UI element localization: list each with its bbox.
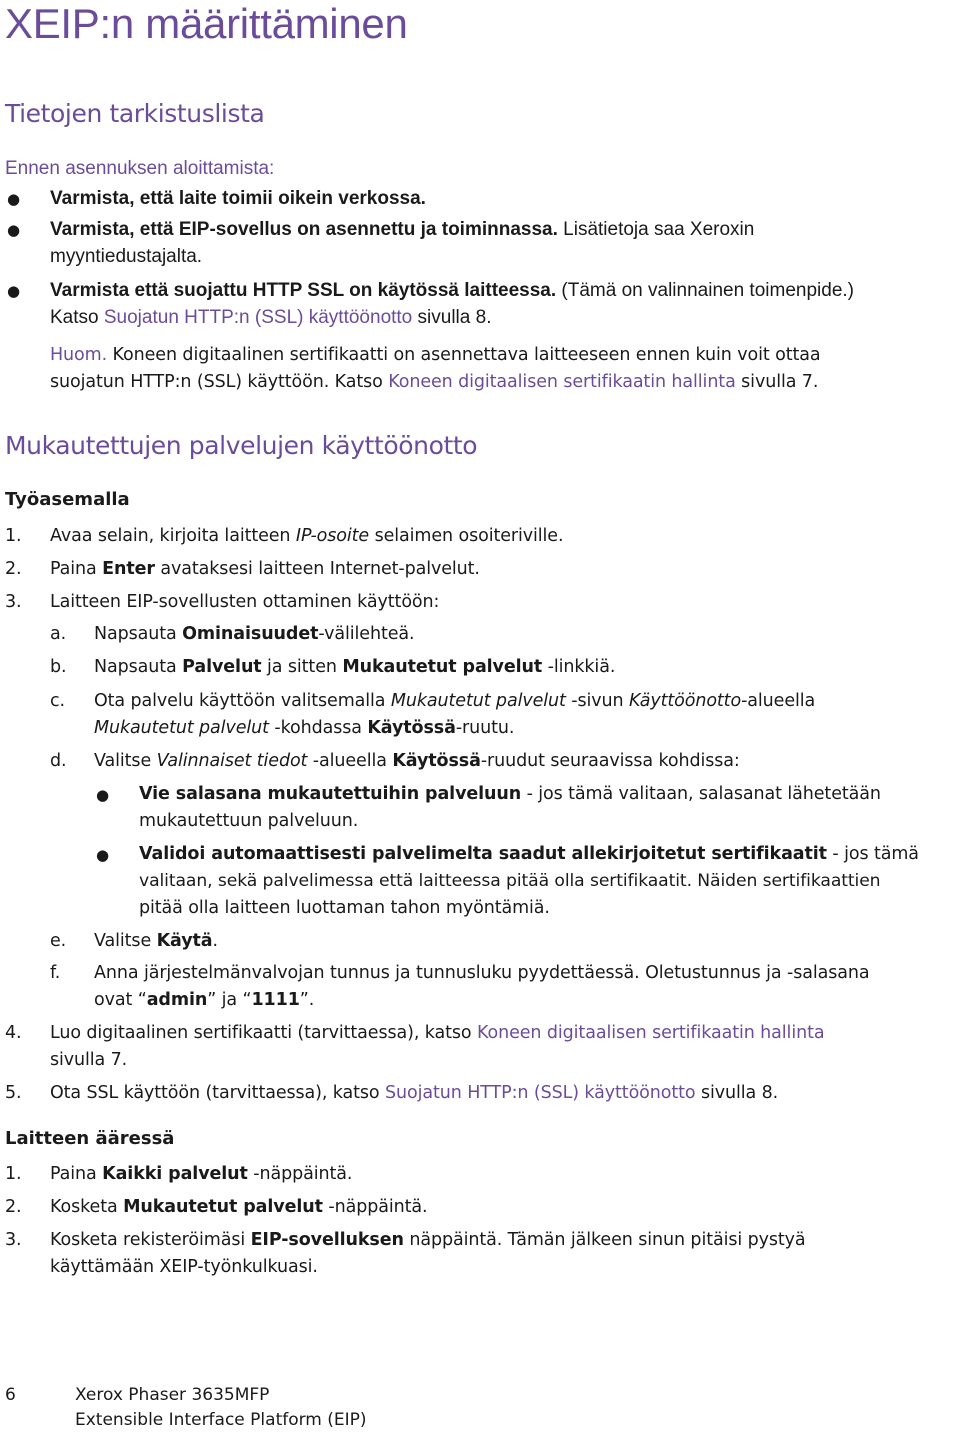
step-open-browser: Avaa selain, kirjoita laitteen IP-osoite selaimen osoiteriville. bbox=[50, 526, 564, 546]
substep-enable-service-line2: Mukautetut palvelut -kohdassa Käytössä-ruutu. bbox=[94, 718, 515, 738]
substep-apply: Valitse Käytä. bbox=[94, 931, 218, 951]
checklist-item-network: Varmista, että laite toimii oikein verkossa. bbox=[50, 188, 426, 209]
step-number: 3. bbox=[5, 1230, 22, 1250]
substep-label: e. bbox=[50, 931, 67, 951]
footer-product: Xerox Phaser 3635MFP bbox=[75, 1385, 270, 1405]
step-number: 1. bbox=[5, 526, 22, 546]
bullet-icon: ● bbox=[7, 190, 21, 208]
checklist-intro: Ennen asennuksen aloittamista: bbox=[5, 158, 275, 179]
step-number: 4. bbox=[5, 1023, 22, 1043]
step-number: 5. bbox=[5, 1083, 22, 1103]
link-certificate-management[interactable]: Koneen digitaalisen sertifikaatin hallinta bbox=[388, 372, 736, 392]
link-secure-http[interactable]: Suojatun HTTP:n (SSL) käyttöönotto bbox=[385, 1083, 696, 1103]
substep-enable-service: Ota palvelu käyttöön valitsemalla Mukautetut palvelut -sivun Käyttöönotto-alueella bbox=[94, 691, 816, 711]
checklist-item-eip-line2: myyntiedustajalta. bbox=[50, 246, 203, 267]
option-export-password: Vie salasana mukautettuihin palveluun - jos tämä valitaan, salasanat lähetetään bbox=[139, 784, 881, 804]
workstation-heading: Työasemalla bbox=[5, 489, 130, 510]
footer-guide: Extensible Interface Platform (EIP) bbox=[75, 1410, 367, 1430]
step-create-certificate-line2: sivulla 7. bbox=[50, 1050, 128, 1070]
step-enable-eip: Laitteen EIP-sovellusten ottaminen käyttöön: bbox=[50, 592, 440, 612]
option-validate-certificates: Validoi automaattisesti palvelimelta saadut allekirjoitetut sertifikaatit - jos tämä bbox=[139, 844, 919, 864]
device-step-custom-services: Kosketa Mukautetut palvelut -näppäintä. bbox=[50, 1197, 428, 1217]
bullet-icon: ● bbox=[96, 846, 110, 864]
substep-properties: Napsauta Ominaisuudet-välilehteä. bbox=[94, 624, 415, 644]
step-enable-ssl: Ota SSL käyttöön (tarvittaessa), katso Suojatun HTTP:n (SSL) käyttöönotto sivulla 8. bbox=[50, 1083, 779, 1103]
device-step-eip-app-line2: käyttämään XEIP-työnkulkuasi. bbox=[50, 1257, 318, 1277]
footer-page-number: 6 bbox=[5, 1385, 16, 1405]
option-export-password-line2: mukautettuun palveluun. bbox=[139, 811, 359, 831]
substep-label: d. bbox=[50, 751, 67, 771]
substep-services: Napsauta Palvelut ja sitten Mukautetut palvelut -linkkiä. bbox=[94, 657, 616, 677]
option-validate-certificates-line3: pitää olla laitteen luottaman tahon myöntämiä. bbox=[139, 898, 550, 918]
step-create-certificate: Luo digitaalinen sertifikaatti (tarvittaessa), katso Koneen digitaalisen sertifikaatin hallinta bbox=[50, 1023, 825, 1043]
substep-label: c. bbox=[50, 691, 65, 711]
substep-label: a. bbox=[50, 624, 67, 644]
substep-label: b. bbox=[50, 657, 67, 677]
step-press-enter: Paina Enter avataksesi laitteen Internet-palvelut. bbox=[50, 559, 480, 579]
bullet-icon: ● bbox=[7, 282, 21, 300]
checklist-item-ssl-line2: Katso Suojatun HTTP:n (SSL) käyttöönotto sivulla 8. bbox=[50, 307, 492, 328]
device-heading: Laitteen ääressä bbox=[5, 1128, 175, 1149]
device-step-eip-app: Kosketa rekisteröimäsi EIP-sovelluksen näppäintä. Tämän jälkeen sinun pitäisi pystyä bbox=[50, 1230, 806, 1250]
step-number: 3. bbox=[5, 592, 22, 612]
substep-credentials-line2: ovat “admin” ja “1111”. bbox=[94, 990, 315, 1010]
link-secure-http[interactable]: Suojatun HTTP:n (SSL) käyttöönotto bbox=[103, 307, 413, 328]
checklist-heading: Tietojen tarkistuslista bbox=[5, 99, 265, 128]
custom-services-heading: Mukautettujen palvelujen käyttöönotto bbox=[5, 431, 478, 460]
bullet-icon: ● bbox=[96, 786, 110, 804]
checklist-item-eip: Varmista, että EIP-sovellus on asennettu ja toiminnassa. Lisätietoja saa Xeroxin bbox=[50, 219, 755, 240]
step-number: 1. bbox=[5, 1164, 22, 1184]
option-validate-certificates-line2: valitaan, sekä palvelimessa että laitteessa pitää olla sertifikaatit. Näiden sertifikaattien bbox=[139, 871, 881, 891]
note-paragraph: Huom. Koneen digitaalinen sertifikaatti on asennettava laitteeseen ennen kuin voit ottaa bbox=[50, 345, 821, 365]
substep-label: f. bbox=[50, 963, 61, 983]
device-step-all-services: Paina Kaikki palvelut -näppäintä. bbox=[50, 1164, 353, 1184]
bullet-icon: ● bbox=[7, 221, 21, 239]
note-paragraph-line2: suojatun HTTP:n (SSL) käyttöön. Katso Koneen digitaalisen sertifikaatin hallinta sivulla 7. bbox=[50, 372, 819, 392]
substep-credentials: Anna järjestelmänvalvojan tunnus ja tunnusluku pyydettäessä. Oletustunnus ja -salasana bbox=[94, 963, 870, 983]
step-number: 2. bbox=[5, 559, 22, 579]
step-number: 2. bbox=[5, 1197, 22, 1217]
checklist-item-ssl: Varmista että suojattu HTTP SSL on käytössä laitteessa. (Tämä on valinnainen toimenpide.) bbox=[50, 280, 854, 301]
substep-optional-info: Valitse Valinnaiset tiedot -alueella Käytössä-ruudut seuraavissa kohdissa: bbox=[94, 751, 740, 771]
page-title: XEIP:n määrittäminen bbox=[5, 0, 408, 47]
link-certificate-management[interactable]: Koneen digitaalisen sertifikaatin hallinta bbox=[477, 1023, 825, 1043]
note-label: Huom. bbox=[50, 345, 108, 365]
